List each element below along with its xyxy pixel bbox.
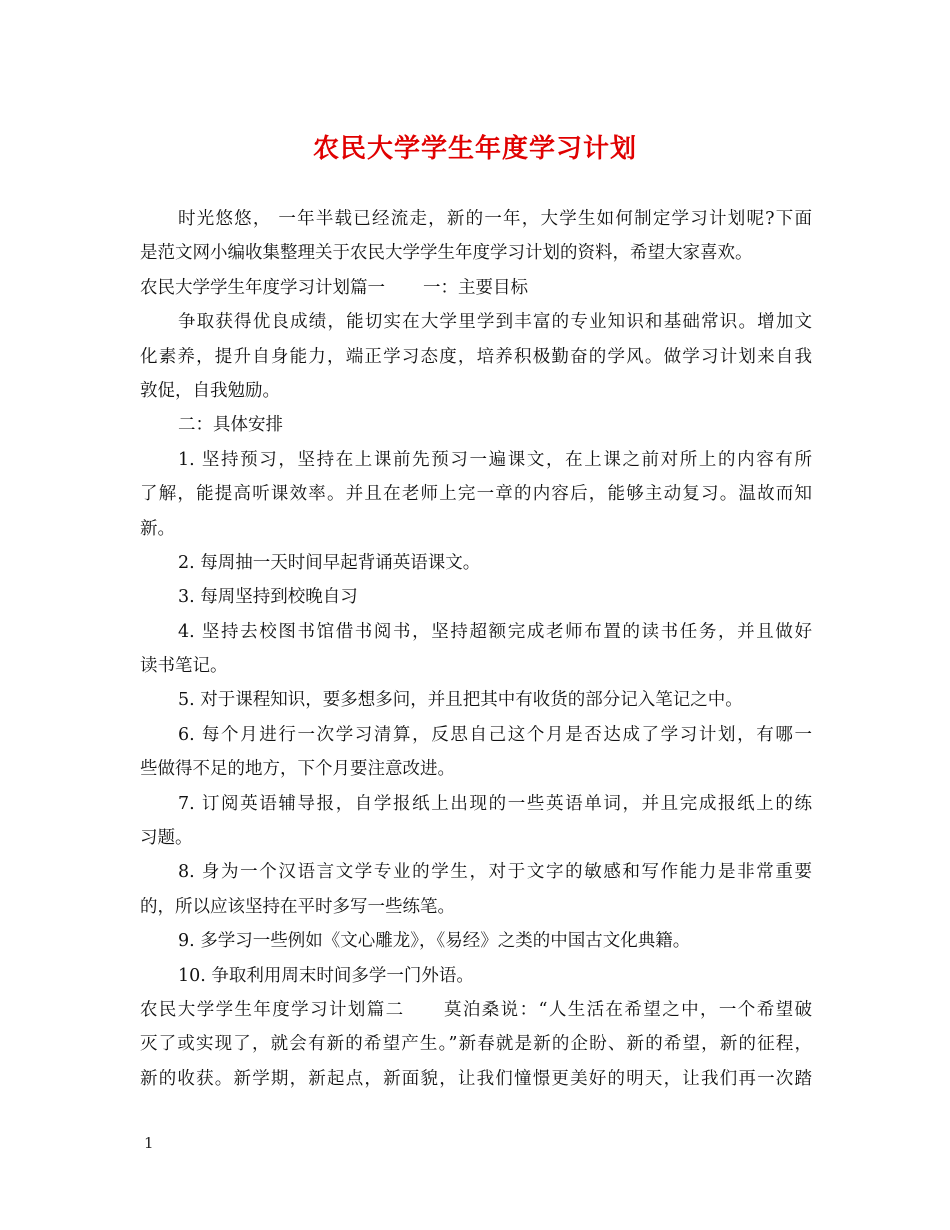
text-line — [140, 821, 812, 855]
line-text: 1. 坚持预习，坚持在上课前先预习一遍课文，在上课之前对所上的内容有所 — [178, 449, 812, 470]
line-text: 习题。 — [140, 828, 193, 849]
line-text: 农民大学学生年度学习计划篇二 — [140, 999, 405, 1020]
line-text: 读书笔记。 — [140, 656, 228, 677]
text-line — [140, 959, 812, 993]
line-text: 的，所以应该坚持在平时多写一些练笔。 — [140, 896, 455, 917]
line-text: 些做得不足的地方，下个月要注意改进。 — [140, 759, 455, 780]
text-line — [140, 615, 812, 649]
line-text: 3. 每周坚持到校晚自习 — [178, 587, 358, 608]
text-line — [140, 408, 812, 442]
line-text: 是范文网小编收集整理关于农民大学学生年度学习计划的资料，希望大家喜欢。 — [140, 243, 753, 264]
text-line — [140, 512, 812, 546]
line-text: 敦促，自我勉励。 — [140, 380, 280, 401]
line-text: 10. 争取利用周末时间多学一门外语。 — [178, 965, 474, 986]
line-text: 新的收获。新学期，新起点，新面貌，让我们憧憬更美好的明天，让我们再一次踏 — [140, 1068, 812, 1089]
line-text: 二：具体安排 — [178, 415, 283, 436]
text-line — [140, 546, 812, 580]
text-line — [140, 340, 812, 374]
line-text: 7. 订阅英语辅导报，自学报纸上出现的一些英语单词，并且完成报纸上的练 — [178, 793, 812, 814]
text-line — [140, 305, 812, 339]
line-text-continued: 莫泊桑说：“人生活在希望之中，一个希望破 — [442, 999, 812, 1020]
line-text: 农民大学学生年度学习计划篇一 — [140, 277, 385, 298]
line-text: 化素养，提升自身能力，端正学习态度，培养积极勤奋的学风。做学习计划来自我 — [140, 346, 812, 367]
text-line — [140, 649, 812, 683]
line-text: 2. 每周抽一天时间早起背诵英语课文。 — [178, 552, 481, 573]
text-line — [140, 374, 812, 408]
line-text-continued: 一：主要目标 — [423, 277, 528, 298]
line-text: 争取获得优良成绩，能切实在大学里学到丰富的专业知识和基础常识。增加文 — [178, 312, 812, 333]
text-line — [140, 718, 812, 752]
text-line — [140, 580, 812, 614]
line-text: 灭了或实现了，就会有新的希望产生。”新春就是新的企盼、新的希望，新的征程， — [140, 1034, 812, 1055]
line-text: 了解，能提高听课效率。并且在老师上完一章的内容后，能够主动复习。温故而知 — [140, 484, 812, 505]
document-body — [140, 202, 812, 1096]
line-text: 5. 对于课程知识，要多想多问，并且把其中有收货的部分记入笔记之中。 — [178, 690, 743, 711]
line-text: 新。 — [140, 518, 175, 539]
text-line — [140, 1027, 812, 1061]
line-text: 6. 每个月进行一次学习清算，反思自己这个月是否达成了学习计划，有哪一 — [178, 724, 812, 745]
line-text: 9. 多学习一些例如《文心雕龙》，《易经》之类的中国古文化典籍。 — [178, 931, 691, 952]
text-line — [140, 202, 812, 236]
text-line — [140, 1062, 812, 1096]
page-number: 1 — [144, 1134, 154, 1152]
text-line — [140, 855, 812, 889]
line-text: 时光悠悠， 一年半载已经流走，新的一年，大学生如何制定学习计划呢?下面 — [178, 209, 812, 229]
text-line — [140, 890, 812, 924]
text-line — [140, 787, 812, 821]
text-line — [140, 477, 812, 511]
text-line — [140, 271, 812, 305]
text-line — [140, 752, 812, 786]
text-line — [140, 993, 812, 1027]
line-text: 8. 身为一个汉语言文学专业的学生，对于文字的敏感和写作能力是非常重要 — [178, 862, 812, 883]
line-text: 4. 坚持去校图书馆借书阅书，坚持超额完成老师布置的读书任务，并且做好 — [178, 621, 812, 642]
text-line — [140, 443, 812, 477]
text-line — [140, 236, 812, 270]
text-line — [140, 924, 812, 958]
document-title: 农民大学学生年度学习计划 — [312, 134, 637, 164]
text-line — [140, 683, 812, 717]
